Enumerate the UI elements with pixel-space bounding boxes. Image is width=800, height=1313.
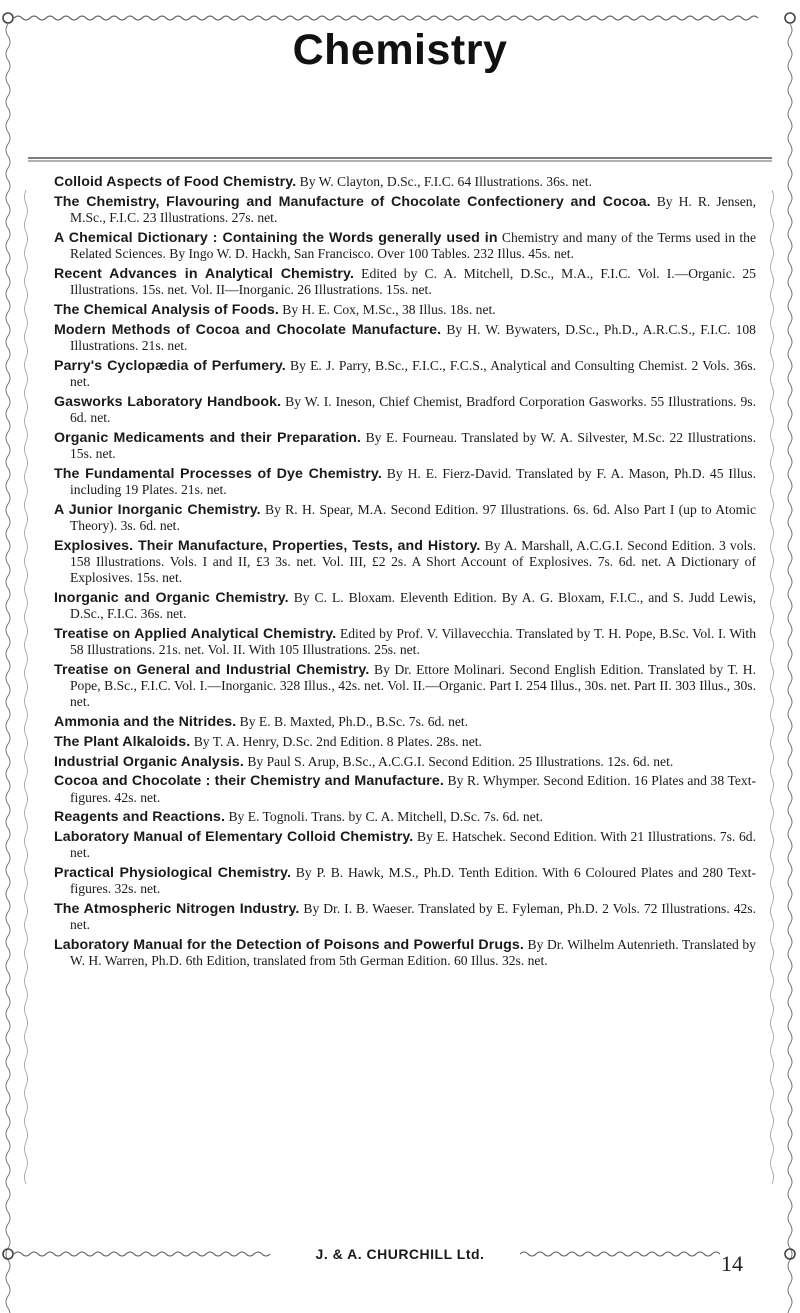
book-details: By E. B. Maxted, Ph.D., B.Sc. 7s. 6d. net. [239,714,469,729]
book-entry [54,901,756,933]
book-entry [54,626,756,658]
book-details: Chemistry and many of the Terms used in the Related Sciences. By Ingo W. D. Hackh, San Francisco. Over 100 Tables. 232 Illus. 45s. net. [70,229,756,261]
book-details: By E. Fourneau. Translated by W. A. Silvester, M.Sc. 22 Illustrations. 15s. net. [70,429,756,461]
book-entry [54,809,756,825]
book-details: By H. E. Cox, M.Sc., 38 Illus. 18s. net. [282,301,496,317]
book-title: Recent Advances in Analytical Chemistry. [54,265,354,282]
corner-ornament-top-left [3,13,13,23]
book-entry [54,194,756,226]
book-entry [54,174,756,190]
book-details: Edited by C. A. Mitchell, D.Sc., M.A., F.I.C. Vol. I.—Organic. 25 Illustrations. 15s. net. Vol. II—Inorganic. 26 Illustrations. 15s. net. [70,265,756,297]
book-details: By R. H. Spear, M.A. Second Edition. 97 Illustrations. 6s. 6d. Also Part I (up to Atomic Theory). 3s. 6d. net. [70,501,757,533]
book-title: Industrial Organic Analysis. [54,753,244,770]
book-details: By E. Tognoli. Trans. by C. A. Mitchell, D.Sc. 7s. 6d. net. [228,809,543,825]
right-wavy-rule [788,24,792,1313]
book-entry [54,466,756,498]
book-title: Parry's Cyclopædia of Perfumery. [54,357,286,374]
page-number: 14 [721,1251,743,1276]
book-title: Laboratory Manual for the Detection of Poisons and Powerful Drugs. [54,937,524,954]
book-details: By H. E. Fierz-David. Translated by F. A. Mason, Ph.D. 45 Illus. including 19 Plates. 21s. net. [70,465,756,497]
book-details: By E. Hatschek. Second Edition. With 21 Illustrations. 7s. 6d. net. [70,829,756,861]
book-details: By Dr. Wilhelm Autenrieth. Translated by W. H. Warren, Ph.D. 6th Edition, translated from 5th German Edition. 60 Illus. 32s. net. [70,937,756,969]
book-details: By Dr. Ettore Molinari. Second English Edition. Translated by T. H. Pope, B.Sc., F.I.C. Vol. I.—Inorganic. 328 Illus., 42s. net. Vol. II.—Organic. Part I. 254 Illus., 30s. net. Part II. 303 Illus., 30s. net. [70,661,756,710]
book-title: Treatise on General and Industrial Chemistry. [54,661,370,678]
publisher-imprint: J. & A. CHURCHILL Ltd. [315,1246,485,1262]
book-details: By H. W. Bywaters, D.Sc., Ph.D., A.R.C.S., F.I.C. 108 Illustrations. 21s. net. [70,321,756,353]
book-title: The Chemistry, Flavouring and Manufacture of Chocolate Confectionery and Cocoa. [54,193,651,210]
book-title: Inorganic and Organic Chemistry. [54,589,289,606]
book-title: Laboratory Manual of Elementary Colloid Chemistry. [54,829,414,846]
book-entry [54,358,756,390]
book-entry [54,394,756,426]
book-details: By W. I. Ineson, Chief Chemist, Bradford Corporation Gasworks. 55 Illustrations. 9s. 6d. net. [70,393,756,425]
book-entry [54,865,756,897]
book-details: By H. R. Jensen, M.Sc., F.I.C. 23 Illustrations. 27s. net. [70,193,756,225]
book-entry [54,538,756,587]
book-title: The Plant Alkaloids. [54,733,191,750]
book-title: A Junior Inorganic Chemistry. [54,501,261,518]
book-title: The Fundamental Processes of Dye Chemistry. [54,465,382,482]
right-inner-wavy-rule [771,190,774,1184]
book-title: Explosives. Their Manufacture, Properties, Tests, and History. [54,537,481,554]
top-wavy-rule [14,16,758,20]
book-entry [54,302,756,318]
book-entry [54,937,756,969]
book-title: Modern Methods of Cocoa and Chocolate Manufacture. [54,321,442,338]
book-entry [54,714,756,730]
page-title: Chemistry [292,26,508,74]
book-title: Organic Medicaments and their Preparation. [54,429,361,446]
book-entry [54,322,756,354]
book-details: By P. B. Hawk, M.S., Ph.D. Tenth Edition. With 6 Coloured Plates and 280 Text-figures. 32s. net. [70,865,756,897]
book-title: A Chemical Dictionary : Containing the Words generally used in [54,229,498,246]
book-details: By R. Whymper. Second Edition. 16 Plates and 38 Text-figures. 42s. net. [70,773,756,805]
book-details: By A. Marshall, A.C.G.I. Second Edition. 3 vols. 158 Illustrations. Vols. I and II, £3 3s. net. Vol. III, £2 2s. A Short Account of Explosives. 7s. 6d. net. A Dictionary of Explosives. 15s. net. [70,537,756,585]
book-details: By W. Clayton, D.Sc., F.I.C. 64 Illustrations. 36s. net. [299,174,592,189]
book-title: Treatise on Applied Analytical Chemistry. [54,625,337,642]
book-entry [54,829,756,861]
book-title: The Chemical Analysis of Foods. [54,301,279,318]
book-title: The Atmospheric Nitrogen Industry. [54,901,300,918]
book-entry [54,502,756,534]
book-title: Gasworks Laboratory Handbook. [54,393,282,410]
book-details: By Paul S. Arup, B.Sc., A.C.G.I. Second Edition. 25 Illustrations. 12s. 6d. net. [247,753,674,769]
book-list [54,174,756,973]
book-details: By Dr. I. B. Waeser. Translated by E. Fyleman, Ph.D. 2 Vols. 72 Illustrations. 42s. net. [70,901,756,933]
book-title: Reagents and Reactions. [54,809,226,826]
book-entry [54,754,756,770]
book-details: By C. L. Bloxam. Eleventh Edition. By A. G. Bloxam, F.I.C., and S. Judd Lewis, D.Sc., F.I.C. 36s. net. [70,589,757,621]
book-title: Colloid Aspects of Food Chemistry. [54,174,297,190]
book-entry [54,773,756,805]
book-details: By T. A. Henry, D.Sc. 2nd Edition. 8 Plates. 28s. net. [193,733,482,749]
book-entry [54,662,756,711]
book-entry [54,734,756,750]
book-entry [54,590,756,622]
left-wavy-rule [6,24,10,1313]
left-inner-wavy-rule [25,190,28,1184]
book-entry [54,230,756,262]
book-entry [54,266,756,298]
book-entry [54,430,756,462]
corner-ornament-top-right [785,13,795,23]
book-title: Ammonia and the Nitrides. [54,714,237,730]
book-title: Practical Physiological Chemistry. [54,865,291,882]
book-details: Edited by Prof. V. Villavecchia. Translated by T. H. Pope, B.Sc. Vol. I. With 58 Illustrations. 21s. net. Vol. II. With 105 Illustrations. 25s. net. [70,625,757,657]
book-details: By E. J. Parry, B.Sc., F.I.C., F.C.S., Analytical and Consulting Chemist. 2 Vols. 36s. net. [70,357,757,389]
book-title: Cocoa and Chocolate : their Chemistry and Manufacture. [54,773,444,790]
